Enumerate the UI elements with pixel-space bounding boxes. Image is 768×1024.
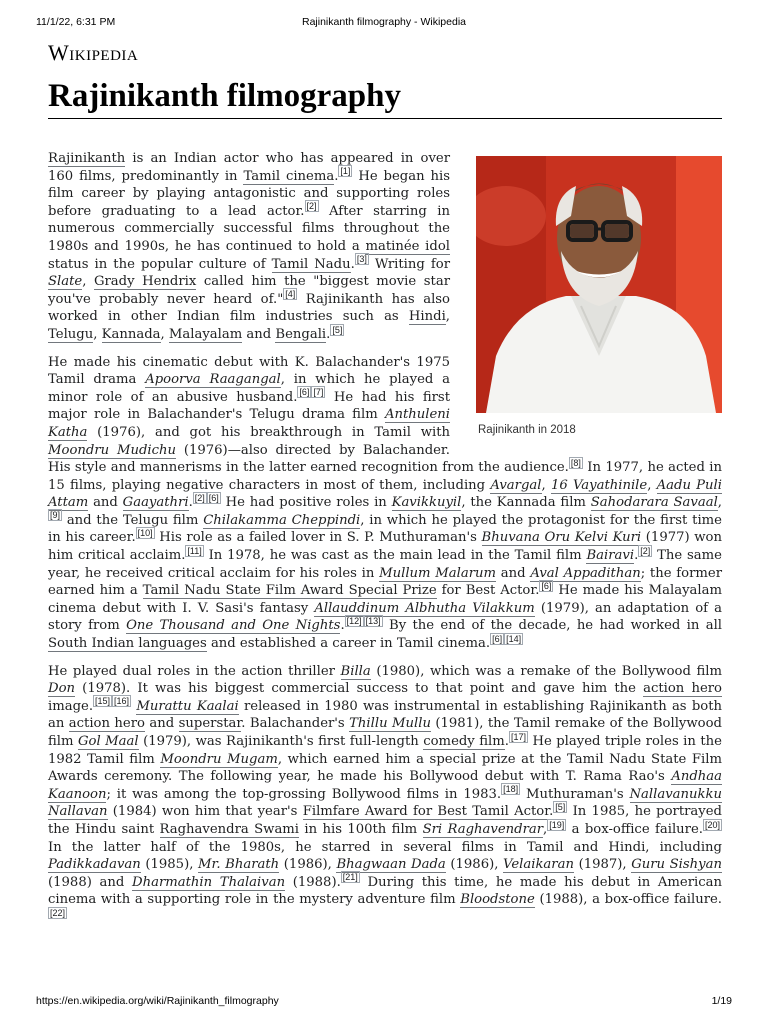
print-datetime: 11/1/22, 6:31 PM xyxy=(36,16,116,28)
print-url[interactable]: https://en.wikipedia.org/wiki/Rajinikanth_filmography xyxy=(36,995,279,1007)
paragraph-early-career: He made his cinematic debut with K. Balachander's 1975 Tamil drama Apoorva Raagangal, in which he played a minor role of an abusive husband. [6] [7] He had his first major role in Balachander's Telugu drama film Anthuleni Katha (1976), and got his breakthrough in Tamil with Moondru Mudichu (1976)—also directed by Balachander. His style and mannerisms in the latter earned recognition from the audience. [8] In 1977, he acted in 15 films, playing negative characters in most of them, including Avargal, 16 Vayathinile, Aadu Puli Attam and Gaayathri. [2] [6] He had positive roles in Kavikkuyil, the Kannada film Sahodarara Savaal,[9] and the Telugu film Chilakamma Cheppindi, in which he played the protagonist for the first time in his career. [10] His role as a failed lover in S. P. Muthuraman's Bhuvana Oru Kelvi Kuri (1977) won him critical acclaim. [11] In 1978, he was cast as the main lead in the Tamil film Bairavi. [2] The same year, he received critical acclaim for his roles in Mullum Malarum and Aval Appadithan; the former earned him a Tamil Nadu State Film Award Special Prize for Best Actor. [6] He made his Malayalam cinema debut with I. V. Sasi's fantasy Allauddinum Albhutha Vilakkum (1979), an adaptation of a story from One Thousand and One Nights. [12] [13] By the end of the decade, he had worked in all South Indian languages and established a career in Tamil cinema. [6] [14] xyxy=(48,354,723,652)
print-page-number: 1/19 xyxy=(711,995,732,1007)
paragraph-intro: Rajinikanth is an Indian actor who has appeared in over 160 films, predominantly in Tamil cinema. [1] He began his film career by playing antagonistic and supporting roles before graduating to a lead actor. [2] After starring in numerous commercially successful films throughout the 1980s and 1990s, he has continued to hold a matinée idol status in the popular culture of Tamil Nadu. [3] Writing for Slate, Grady Hendrix called him the "biggest movie star you've probably never heard of." [4] Rajinikanth has also worked in other Indian film industries such as Hindi, Telugu, Kannada, Malayalam and Bengali. [5] xyxy=(48,151,450,342)
print-header xyxy=(36,16,732,30)
paragraph-1980s: He played dual roles in the action thriller Billa (1980), which was a remake of the Bollywood film Don (1978). It was his biggest commercial success to that point and gave him the action hero image. [15] [16] Murattu Kaalai released in 1980 was instrumental in establishing Rajinikanth as both an action hero and superstar. Balachander's Thillu Mullu (1981), the Tamil remake of the Bollywood film Gol Maal (1979), was Rajinikanth's first full-length comedy film. [17] He played triple roles in the 1982 Tamil film Moondru Mugam, which earned him a special prize at the Tamil Nadu State Film Awards ceremony. The following year, he made his Bollywood debut with T. Rama Rao's Andhaa Kaanoon; it was among the top-grossing Bollywood films in 1983. [18] Muthuraman's Nallavanukku Nallavan (1984) won him that year's Filmfare Award for Best Tamil Actor. [5] In 1985, he portrayed the Hindu saint Raghavendra Swami in his 100th film Sri Raghavendrar, [19] a box-office failure. [20] In the latter half of the 1980s, he starred in several films in Tamil and Hindi, including Padikkadavan (1985), Mr. Bharath (1986), Bhagwaan Dada (1986), Velaikaran (1987), Guru Sishyan (1988) and Dharmathin Thalaivan (1988). [21] During this time, he made his debut in American cinema with a supporting role in the mystery adventure film Bloodstone (1988), a box-office failure.[22] xyxy=(48,663,722,918)
print-doc-title: Rajinikanth filmography - Wikipedia xyxy=(302,16,466,28)
figure-caption: Rajinikanth in 2018 xyxy=(478,424,576,436)
infobox-figure xyxy=(476,156,722,440)
portrait-photo[interactable] xyxy=(476,156,722,413)
page-title: Rajinikanth filmography xyxy=(48,76,722,119)
article-body xyxy=(48,150,722,937)
print-footer xyxy=(36,995,732,1009)
portrait-illustration xyxy=(476,156,722,413)
wikipedia-wordmark[interactable]: Wikipedia xyxy=(48,40,139,65)
